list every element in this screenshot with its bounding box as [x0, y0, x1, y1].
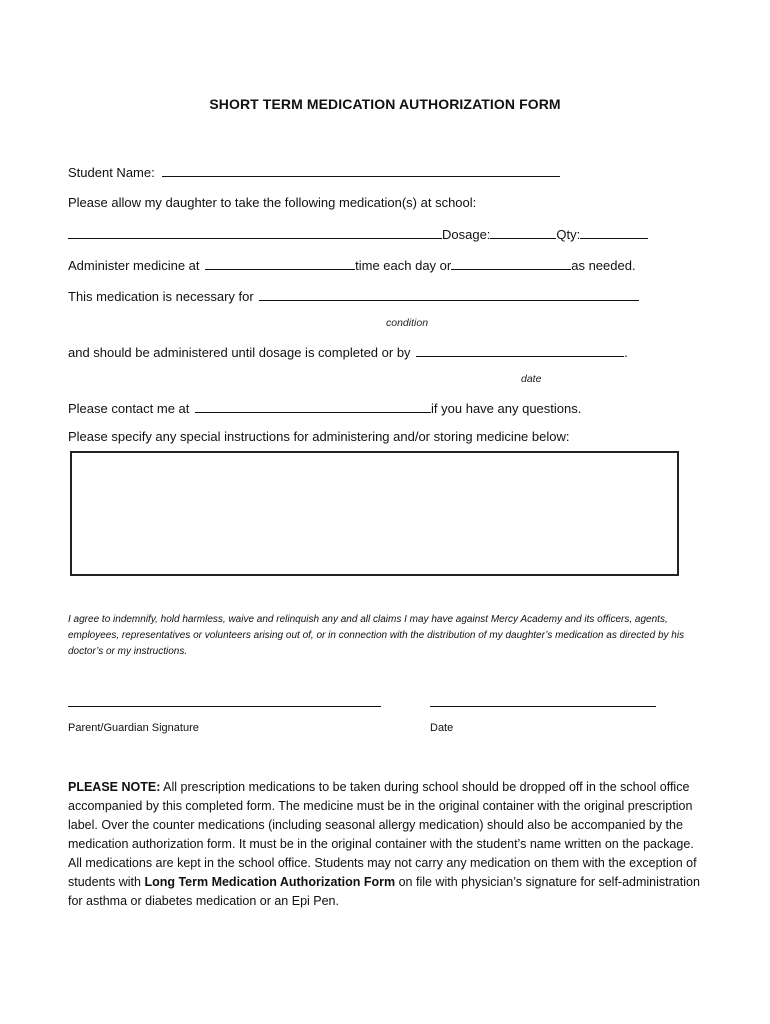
medication-row: [68, 226, 648, 243]
until-row: [68, 344, 628, 361]
contact-suffix: if you have any questions.: [431, 401, 582, 416]
signature-date-line[interactable]: [430, 705, 656, 707]
note-body-1: All prescription medications to be taken during school should be dropped off in the school office accompanied by this completed form. The medicine must be in the original container with the original prescription label. Over the counter medications (including seasonal allergy medication) should also be accompanied by the medication authorization form. It must be in the original container with the student’s name written on the package. All medications are kept in the school office. Students may not carry any medication on them with the exception of students with: [68, 780, 697, 889]
administer-suffix: as needed.: [571, 258, 636, 273]
instructions-label: Please specify any special instructions for administering and/or storing medicine below:: [68, 429, 570, 444]
administer-prefix: Administer medicine at: [68, 258, 200, 273]
necessary-label: This medication is necessary for: [68, 289, 254, 304]
signature-label: Parent/Guardian Signature: [68, 722, 199, 734]
signature-date-label: Date: [430, 722, 454, 734]
student-name-label: Student Name:: [68, 165, 155, 180]
instructions-box[interactable]: [70, 451, 679, 576]
until-label: and should be administered until dosage is completed or by: [68, 345, 411, 360]
dosage-label: Dosage:: [442, 227, 491, 242]
note-bold-form-name: Long Term Medication Authorization Form: [144, 875, 396, 889]
student-name-row: [68, 164, 560, 181]
dosage-field[interactable]: [490, 226, 556, 239]
note-heading: PLEASE NOTE:: [68, 780, 161, 794]
contact-field[interactable]: [195, 400, 431, 413]
disclaimer-text: I agree to indemnify, hold harmless, waive and relinquish any and all claims I may have against Mercy Academy and its officers, agents, employees, representatives or volunteers arising out of, or in connection with the distribution of my daughter’s medication as directed by his doctor’s or my instructions.: [68, 614, 685, 657]
condition-row: [68, 288, 639, 305]
condition-caption: condition: [386, 317, 429, 329]
administer-time-field[interactable]: [205, 257, 355, 270]
administer-alt-field[interactable]: [451, 257, 571, 270]
medication-field[interactable]: [68, 226, 442, 239]
administer-middle: time each day or: [355, 258, 452, 273]
contact-row: [68, 400, 581, 417]
administer-row: [68, 257, 636, 274]
until-date-field[interactable]: [416, 344, 624, 357]
date-caption: date: [521, 373, 542, 385]
allow-text: Please allow my daughter to take the following medication(s) at school:: [68, 195, 477, 210]
condition-field[interactable]: [259, 288, 639, 301]
student-name-field[interactable]: [162, 164, 560, 177]
form-title: SHORT TERM MEDICATION AUTHORIZATION FORM: [209, 96, 561, 112]
signature-line[interactable]: [68, 705, 381, 707]
qty-label: Qty:: [556, 227, 581, 242]
contact-prefix: Please contact me at: [68, 401, 190, 416]
qty-field[interactable]: [580, 226, 648, 239]
please-note-paragraph: [68, 778, 708, 911]
note-body-2: on file with physician’s signature for self-administration for asthma or diabetes medication or an Epi Pen.: [68, 875, 700, 908]
until-end: .: [624, 345, 628, 360]
